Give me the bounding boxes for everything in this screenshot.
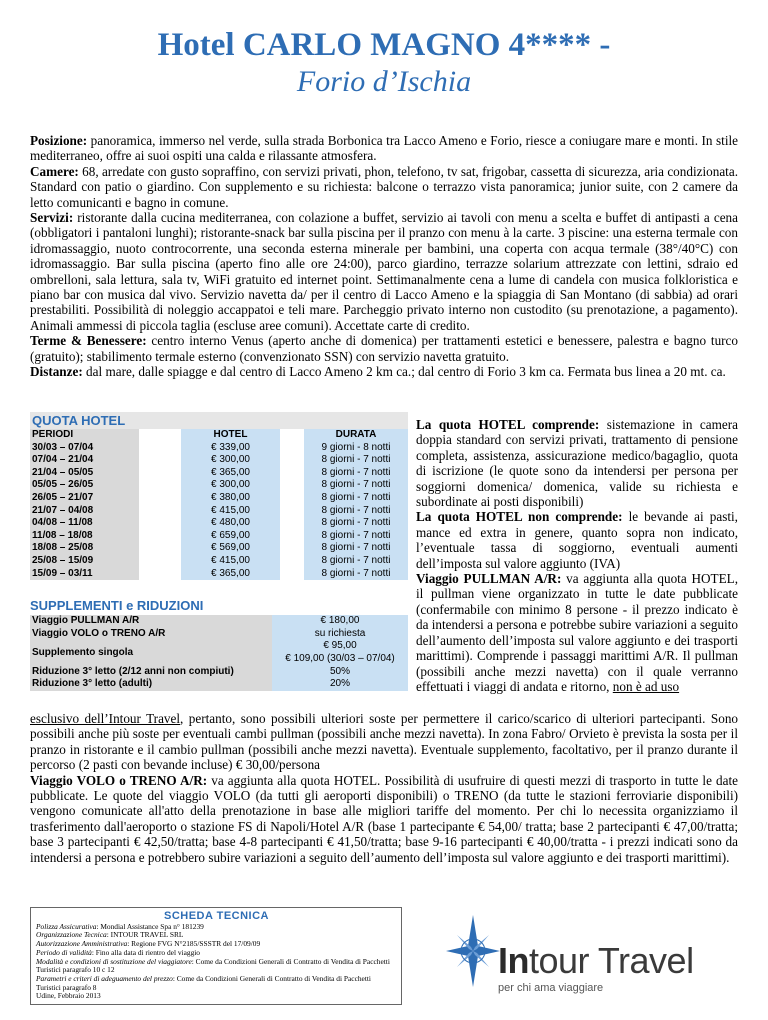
supplementi-table	[30, 615, 408, 691]
supp-value-main: € 95,00	[323, 640, 357, 652]
duration-cell: 8 giorni - 7 notti	[304, 568, 408, 581]
supp-value-extra: € 109,00 (30/03 – 07/04)	[285, 652, 395, 664]
pullman-underlined: non è ad uso	[612, 678, 680, 694]
period-cell: 04/08 – 11/08	[30, 517, 139, 530]
table-row	[30, 666, 408, 679]
scheda-key: Parametri e criteri di adeguamento del prezzo	[36, 973, 173, 983]
supp-value: su richiesta	[272, 628, 408, 641]
volo-label: Viaggio VOLO o TRENO A/R:	[30, 772, 208, 788]
period-cell: 25/08 – 15/09	[30, 555, 139, 568]
scheda-value: : INTOUR TRAVEL SRL	[106, 930, 184, 940]
scheda-key: Organizzazione Tecnica	[36, 930, 107, 940]
intro-text: 68, arredate con gusto sopraffino, con servizi privati, phon, telefono, tv sat, frigobar, cassetta di sicurezza, aria condizionata. Standard con patio o giardino. Con supplemento e su richiesta: balcone o terrazzo vista panoramica; junior suite, con 2 camere da letto comunicanti e bagno in comune.	[30, 163, 738, 210]
table-row	[30, 454, 408, 467]
comprende-text: sistemazione in camera doppia standard con servizi privati, trattamento di pensione completa, assistenza, assicurazione medico/bagaglio, quota di iscrizione (le quote sono da intendersi per persona per soggiorni domenica/ domenica, valide su richiesta e subordinate ai posti disponibili)	[416, 417, 738, 510]
scheda-tecnica	[30, 907, 402, 1005]
quota-hotel-heading: QUOTA HOTEL	[30, 412, 408, 429]
period-cell: 07/04 – 21/04	[30, 454, 139, 467]
table-row	[30, 442, 408, 455]
document-title	[0, 26, 768, 100]
price-cell: € 365,00	[181, 467, 280, 480]
price-cell: € 415,00	[181, 505, 280, 518]
scheda-value: : Come da Condizioni Generali di Contratto di Vendita di Pacchetti Turistici paragrafo 10 c 12	[36, 956, 390, 975]
intour-travel-logo	[446, 906, 746, 1010]
intro-text: centro interno Venus (aperto anche di domenica) per trattamenti estetici e benessere, palestra e bagno turco (gratuito); stabilimento termale esterno (convenzionato SSN) con servizio navetta gratuito.	[30, 333, 738, 364]
scheda-key: Polizza Assicurativa	[36, 921, 97, 931]
hotel-name: Hotel CARLO MAGNO 4**** -	[157, 27, 611, 63]
comprende-label: La quota HOTEL comprende:	[416, 417, 600, 432]
intro-paragraph	[30, 333, 738, 364]
duration-cell: 8 giorni - 7 notti	[304, 479, 408, 492]
supp-label: Riduzione 3° letto (2/12 anni non compiuti)	[30, 666, 272, 679]
price-cell: € 365,00	[181, 568, 280, 581]
scheda-key: Autorizzazione Amministrativa	[36, 939, 128, 949]
period-cell: 21/04 – 05/05	[30, 467, 139, 480]
duration-cell: 9 giorni - 8 notti	[304, 442, 408, 455]
period-cell: 15/09 – 03/11	[30, 568, 139, 581]
table-row	[30, 640, 408, 665]
intro-paragraph	[30, 164, 738, 210]
price-cell: € 569,00	[181, 542, 280, 555]
period-cell: 21/07 – 04/08	[30, 505, 139, 518]
scheda-heading: SCHEDA TECNICA	[164, 910, 269, 922]
hotel-location: Forio d’Ischia	[296, 65, 472, 98]
pullman-text: va aggiunta alla quota HOTEL, il pullman viene organizzato in tutte le date pubblicate (confermabile con minimo 8 persone - il prezzo indicato è da intendersi a persona e potrebbe subire variazioni a seguito dell’aumento dell’imposta sul valore aggiunto e dei trasporti marittimi). Comprende i passaggi marittimi A/R. Il pullman (possibili anche mezzi navetta) con il quale verranno effettuati i viaggi di andata e ritorno,	[416, 571, 738, 694]
intro-paragraph	[30, 364, 738, 379]
supp-label: Viaggio PULLMAN A/R	[30, 615, 272, 628]
table-row	[30, 615, 408, 628]
period-cell: 05/05 – 26/05	[30, 479, 139, 492]
price-cell: € 480,00	[181, 517, 280, 530]
supp-value: 50%	[272, 666, 408, 679]
supplementi-heading: SUPPLEMENTI e RIDUZIONI	[30, 598, 204, 614]
scheda-value: : Fino alla data di rientro del viaggio	[91, 947, 201, 957]
table-row	[30, 678, 408, 691]
volo-text: va aggiunta alla quota HOTEL. Possibilità di usufruire di questi mezzi di trasporto in tutte le date pubblicate. Le quote del viaggio VOLO (da tutti gli aeroporti disponibili) o TRENO (da tutte le stazioni ferroviarie disponibili) vengono comunicate all'atto della prenotazione in base alle migliori tariffe del momento. Per chi lo necessita organizziamo il trasferimento dall'aeroporto o stazione FS di Napoli/Hotel A/R (base 1 partecipante € 54,00/ tratta; base 2 partecipanti € 47,00/tratta; base 3 partecipanti € 42,50/tratta; base 4-8 partecipanti € 41,50/tratta; base 9-16 partecipanti € 40,00/tratta - i prezzi indicati sono da intendersi a persona e potrebbero subire variazioni a seguito dell’aumento dell’imposta sul valore aggiunto e dei trasporti marittimi).	[30, 772, 738, 865]
price-cell: € 300,00	[181, 454, 280, 467]
duration-cell: 8 giorni - 7 notti	[304, 467, 408, 480]
period-cell: 26/05 – 21/07	[30, 492, 139, 505]
intro-label: Posizione:	[30, 133, 88, 148]
duration-cell: 8 giorni - 7 notti	[304, 530, 408, 543]
hotel-description	[30, 133, 738, 380]
non-comprende-text: le bevande ai pasti, mance ed extra in genere, quanto sopra non indicato, l’eventuale tassa di soggiorno, eventuali aumenti dell’imposta sul valore aggiunto (IVA)	[416, 509, 738, 571]
supp-value	[272, 640, 408, 665]
scheda-line	[36, 975, 397, 992]
price-cell: € 415,00	[181, 555, 280, 568]
header-hotel: HOTEL	[181, 429, 280, 442]
table-row	[30, 517, 408, 530]
table-row	[30, 568, 408, 581]
table-row	[30, 492, 408, 505]
quota-table	[30, 429, 408, 580]
supp-label: Supplemento singola	[30, 640, 272, 665]
supp-value: € 180,00	[272, 615, 408, 628]
scheda-value: : Mondial Assistance Spa n° 181239	[96, 921, 204, 931]
logo-tagline: per chi ama viaggiare	[498, 982, 604, 994]
duration-cell: 8 giorni - 7 notti	[304, 505, 408, 518]
intro-label: Distanze:	[30, 364, 83, 380]
intro-text: dal mare, dalle spiagge e dal centro di Lacco Ameno 2 km ca.; dal centro di Forio 3 km ca. Fermata bus linea a 20 mt. ca.	[82, 364, 726, 380]
non-comprende-label: La quota HOTEL non comprende:	[416, 509, 623, 525]
scheda-line	[36, 958, 397, 975]
logo-brand-a: In	[498, 940, 529, 981]
transport-text	[30, 711, 738, 865]
price-cell: € 380,00	[181, 492, 280, 505]
logo-brand	[498, 940, 694, 982]
table-row	[30, 555, 408, 568]
intro-text: panoramica, immerso nel verde, sulla strada Borbonica tra Lacco Ameno e Forio, riesce a coniugare mare e monti. In stile mediterraneo, offre ai suoi ospiti una calda e rilassante atmosfera.	[30, 133, 738, 164]
supp-label: Viaggio VOLO o TRENO A/R	[30, 628, 272, 641]
table-row	[30, 530, 408, 543]
scheda-value: : Come da Condizioni Generali di Contratto di Vendita di Pacchetti Turistici paragrafo 8	[36, 973, 371, 992]
logo-brand-b: tour Travel	[529, 940, 694, 981]
duration-cell: 8 giorni - 7 notti	[304, 542, 408, 555]
price-cell: € 659,00	[181, 530, 280, 543]
scheda-key: Modalità e condizioni di sostituzione del viaggiatore	[36, 956, 192, 966]
duration-cell: 8 giorni - 7 notti	[304, 555, 408, 568]
period-cell: 30/03 – 07/04	[30, 442, 139, 455]
intro-label: Camere:	[30, 163, 79, 179]
header-periodi: PERIODI	[30, 429, 139, 442]
table-row	[30, 505, 408, 518]
intro-label: Terme & Benessere:	[30, 333, 147, 349]
pullman-continued: , pertanto, sono possibili ulteriori soste per permettere il carico/scarico di ulteriori partecipanti. Sono possibili anche più soste per eventuali cambi pullman (possibili anche mezzi navetta). In zona Fabro/ Orvieto è prevista la sosta per il pranzo in ristorante e il cambio pullman (possibili anche mezzi navetta). Eventuale supplemento, facoltativo, per il pranzo durante il percorso (2 pasti con bevande incluse) € 30,00/persona	[30, 711, 739, 773]
pullman-label: Viaggio PULLMAN A/R:	[416, 571, 562, 587]
scheda-key: Periodo di validità	[36, 947, 92, 957]
intro-label: Servizi:	[30, 210, 74, 226]
duration-cell: 8 giorni - 7 notti	[304, 454, 408, 467]
conditions-text	[416, 417, 738, 694]
table-row	[30, 467, 408, 480]
scheda-value: Udine, Febbraio 2013	[36, 991, 101, 1001]
scheda-value: : Regione FVG N°2185/SSSTR del 17/09/09	[127, 939, 261, 949]
period-cell: 11/08 – 18/08	[30, 530, 139, 543]
supp-value: 20%	[272, 678, 408, 691]
period-cell: 18/08 – 25/08	[30, 542, 139, 555]
price-cell: € 300,00	[181, 479, 280, 492]
intro-paragraph	[30, 133, 738, 164]
table-header-row	[30, 429, 408, 442]
table-row	[30, 628, 408, 641]
price-tables	[30, 412, 408, 691]
intour-underlined: esclusivo dell’Intour Travel	[30, 711, 181, 726]
table-row	[30, 479, 408, 492]
supp-label: Riduzione 3° letto (adulti)	[30, 678, 272, 691]
header-durata: DURATA	[304, 429, 408, 442]
intro-paragraph	[30, 210, 738, 333]
intro-text: ristorante dalla cucina mediterranea, con colazione a buffet, servizio ai tavoli con menu a scelta e buffet di antipasti a cena (obbligatori i pantaloni lunghi); ristorante-snack bar sulla piscina per il pranzo con menu à la carte. 3 piscine: una esterna termale con idromassaggio, nuoto controcorrente, una seconda esterna minerale per bambini, una coperta con acqua termale (38°/40°C) con idromassaggio. Bar sulla piscina (aperto fino alle ore 24:00), parco giardino, terrazze solarium attrezzate con lettini, sdraio ed ombrelloni, sala lettura, sala tv, WiFi gratuito ed internet point. Settimanalmente cena a lume di candela con musica folkloristica e piano bar con musica dal vivo. Servizio navetta da/ per il centro di Lacco Ameno e la spiaggia di San Montano (di sabbia) ad orari prestabiliti. Possibilità di noleggio accappatoi e teli mare. Parcheggio privato interno non custodito (su prenotazione, a pagamento). Animali ammessi di piccola taglia (escluse aree comuni). Accettate carte di credito.	[30, 210, 738, 333]
price-cell: € 339,00	[181, 442, 280, 455]
duration-cell: 8 giorni - 7 notti	[304, 517, 408, 530]
table-row	[30, 542, 408, 555]
duration-cell: 8 giorni - 7 notti	[304, 492, 408, 505]
